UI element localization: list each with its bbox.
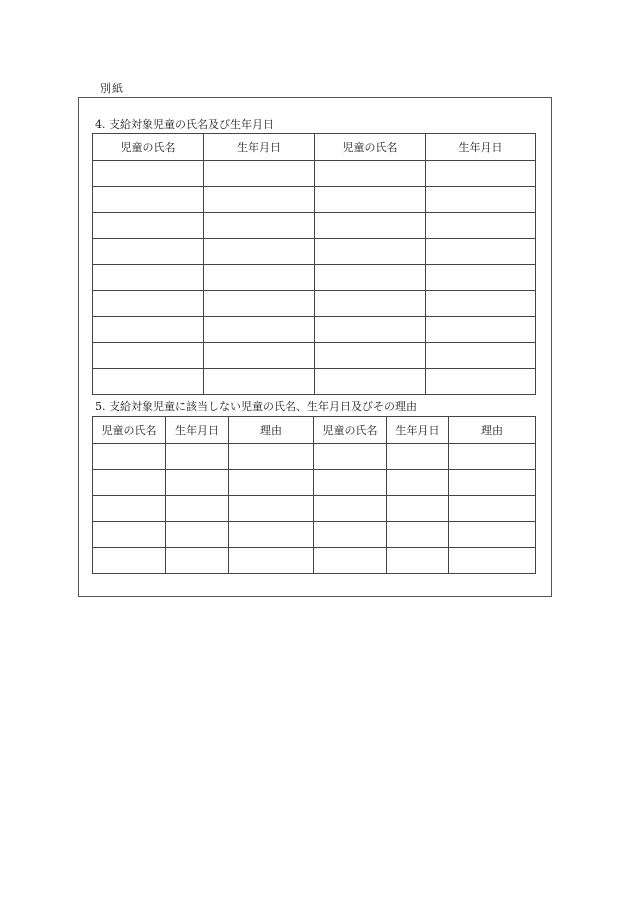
section4-table-row <box>93 343 536 369</box>
section5-entry-cell[interactable] <box>166 496 229 522</box>
section4-entry-cell[interactable] <box>426 369 536 395</box>
section4-header-birthdate-2: 生年月日 <box>426 134 536 161</box>
section5-header-reason-2: 理由 <box>449 417 536 444</box>
section4-entry-cell[interactable] <box>315 213 426 239</box>
section4-table-row <box>93 317 536 343</box>
section5-table-row <box>93 470 536 496</box>
section5-entry-cell[interactable] <box>314 444 387 470</box>
attachment-label: 別紙 <box>100 82 124 95</box>
section4-entry-cell[interactable] <box>315 265 426 291</box>
section5-entry-cell[interactable] <box>93 444 166 470</box>
section4-entry-cell[interactable] <box>204 291 315 317</box>
section5-entry-cell[interactable] <box>166 548 229 574</box>
section5-table-row <box>93 548 536 574</box>
section4-entry-cell[interactable] <box>204 239 315 265</box>
section5-header-birthdate: 生年月日 <box>166 417 229 444</box>
section5-header-reason: 理由 <box>229 417 314 444</box>
section5-entry-cell[interactable] <box>314 496 387 522</box>
section4-header-child-name: 児童の氏名 <box>93 134 204 161</box>
section4-entry-cell[interactable] <box>204 317 315 343</box>
section5-entry-cell[interactable] <box>93 522 166 548</box>
section5-header-row <box>93 417 536 444</box>
section4-entry-cell[interactable] <box>93 291 204 317</box>
section5-entry-cell[interactable] <box>166 522 229 548</box>
section4-entry-cell[interactable] <box>204 343 315 369</box>
section4-entry-cell[interactable] <box>426 239 536 265</box>
section4-entry-cell[interactable] <box>426 343 536 369</box>
section4-entry-cell[interactable] <box>93 343 204 369</box>
section5-entry-cell[interactable] <box>387 522 449 548</box>
section4-header-birthdate: 生年月日 <box>204 134 315 161</box>
section4-entry-cell[interactable] <box>93 239 204 265</box>
section4-entry-cell[interactable] <box>426 265 536 291</box>
section4-entry-cell[interactable] <box>93 317 204 343</box>
section5-title: 5. 支給対象児童に該当しない児童の氏名、生年月日及びその理由 <box>95 400 417 413</box>
section5-table-row <box>93 496 536 522</box>
section5-entry-cell[interactable] <box>229 522 314 548</box>
section5-entry-cell[interactable] <box>93 496 166 522</box>
section4-entry-cell[interactable] <box>93 265 204 291</box>
section4-entry-cell[interactable] <box>426 161 536 187</box>
section5-entry-cell[interactable] <box>387 496 449 522</box>
section5-entry-cell[interactable] <box>387 444 449 470</box>
section5-header-child-name-2: 児童の氏名 <box>314 417 387 444</box>
section4-table-row <box>93 239 536 265</box>
section4-entry-cell[interactable] <box>93 187 204 213</box>
section4-entry-cell[interactable] <box>204 161 315 187</box>
section5-entry-cell[interactable] <box>93 470 166 496</box>
section4-entry-cell[interactable] <box>204 187 315 213</box>
section5-header-birthdate-2: 生年月日 <box>387 417 449 444</box>
section5-entry-cell[interactable] <box>449 522 536 548</box>
section4-entry-cell[interactable] <box>93 213 204 239</box>
section4-entry-cell[interactable] <box>426 187 536 213</box>
section5-table-row <box>93 522 536 548</box>
section5-entry-cell[interactable] <box>449 496 536 522</box>
section5-entry-cell[interactable] <box>314 470 387 496</box>
section5-entry-cell[interactable] <box>449 444 536 470</box>
section4-entry-cell[interactable] <box>204 213 315 239</box>
section4-entry-cell[interactable] <box>426 291 536 317</box>
section5-entry-cell[interactable] <box>229 496 314 522</box>
section4-entry-cell[interactable] <box>315 187 426 213</box>
section4-entry-cell[interactable] <box>315 291 426 317</box>
section4-table-row <box>93 187 536 213</box>
section5-entry-cell[interactable] <box>387 548 449 574</box>
section4-header-row <box>93 134 536 161</box>
section5-entry-cell[interactable] <box>229 444 314 470</box>
section4-entry-cell[interactable] <box>204 265 315 291</box>
section5-entry-cell[interactable] <box>229 470 314 496</box>
section4-header-child-name-2: 児童の氏名 <box>315 134 426 161</box>
section4-entry-cell[interactable] <box>93 161 204 187</box>
section4-table-row <box>93 369 536 395</box>
section5-entry-cell[interactable] <box>314 522 387 548</box>
section4-table-row <box>93 161 536 187</box>
section4-entry-cell[interactable] <box>315 317 426 343</box>
section5-entry-cell[interactable] <box>166 444 229 470</box>
section4-entry-cell[interactable] <box>315 369 426 395</box>
section5-entry-cell[interactable] <box>314 548 387 574</box>
section4-table <box>92 133 536 395</box>
section4-title: 4. 支給対象児童の氏名及び生年月日 <box>95 118 274 131</box>
section4-entry-cell[interactable] <box>204 369 315 395</box>
section4-entry-cell[interactable] <box>315 239 426 265</box>
section4-entry-cell[interactable] <box>93 369 204 395</box>
section4-table-row <box>93 265 536 291</box>
section4-table-row <box>93 291 536 317</box>
section5-table <box>92 416 536 574</box>
section5-entry-cell[interactable] <box>449 470 536 496</box>
section4-table-row <box>93 213 536 239</box>
section5-entry-cell[interactable] <box>387 470 449 496</box>
section5-table-row <box>93 444 536 470</box>
section5-header-child-name: 児童の氏名 <box>93 417 166 444</box>
section4-entry-cell[interactable] <box>426 317 536 343</box>
section5-entry-cell[interactable] <box>449 548 536 574</box>
section4-entry-cell[interactable] <box>315 343 426 369</box>
section4-entry-cell[interactable] <box>426 213 536 239</box>
section4-entry-cell[interactable] <box>315 161 426 187</box>
section5-entry-cell[interactable] <box>229 548 314 574</box>
section5-entry-cell[interactable] <box>166 470 229 496</box>
section5-entry-cell[interactable] <box>93 548 166 574</box>
